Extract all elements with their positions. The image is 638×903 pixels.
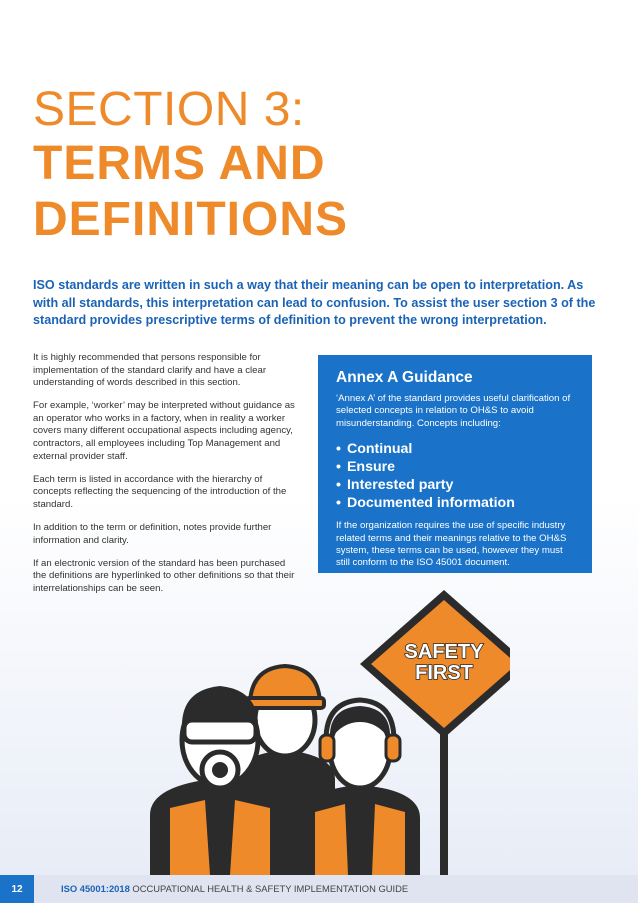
- section-title: [33, 84, 348, 248]
- annex-bullet-list: [336, 440, 574, 512]
- page-number: 12: [0, 875, 34, 903]
- annex-bullet: • Interested party: [336, 476, 574, 494]
- footer-doc-code: ISO 45001:2018: [61, 883, 130, 894]
- body-text-column: [33, 352, 298, 606]
- annex-bullet: • Documented information: [336, 494, 574, 512]
- annex-guidance-box: [318, 355, 592, 573]
- title-line-2: DEFINITIONS: [33, 193, 349, 246]
- footer-document-title: [61, 883, 408, 894]
- body-paragraph-1: It is highly recommended that persons responsible for implementation of the standard clarify and have a clear understanding of words described in this section.: [33, 352, 267, 389]
- body-paragraph-2: For example, ‘worker’ may be interpreted without guidance as an operator who works in a factory, when in reality a worker covers many different occupational aspects including agency, contractors, all employees including Top Management and external provider staff.: [33, 400, 295, 462]
- sign-line-2: FIRST: [415, 662, 473, 684]
- annex-outro: If the organization requires the use of specific industry related terms and their meanings relative to the OH&S system, these terms can be used, however they must still conform to the ISO 45001 document.: [336, 520, 567, 569]
- sign-post: [440, 720, 448, 875]
- safety-workers-illustration: [150, 590, 510, 875]
- intro-paragraph: ISO standards are written in such a way that their meaning can be open to interpretation. As with all standards, this interpretation can lead to confusion. To assist the user section 3 of the standard provides prescriptive terms of definition to prevent the wrong interpretation.: [33, 278, 596, 327]
- annex-intro: ‘Annex A’ of the standard provides useful clarification of selected concepts in relation to OH&S to avoid misunderstanding. Concepts including:: [336, 393, 571, 429]
- annex-bullet: • Continual: [336, 440, 574, 458]
- body-paragraph-3: Each term is listed in accordance with the hierarchy of concepts reflecting the sequencing of the introduction of the standard.: [33, 473, 287, 510]
- section-label: SECTION 3:: [33, 83, 305, 136]
- footer-doc-name: OCCUPATIONAL HEALTH & SAFETY IMPLEMENTATION GUIDE: [129, 883, 409, 894]
- page-footer: [0, 875, 638, 903]
- sign-line-1: SAFETY: [404, 641, 484, 663]
- annex-title: Annex A Guidance: [336, 369, 473, 386]
- annex-bullet: • Ensure: [336, 458, 574, 476]
- body-paragraph-4: In addition to the term or definition, notes provide further information and clarity.: [33, 522, 272, 546]
- title-line-1: TERMS AND: [33, 137, 326, 190]
- body-paragraph-5: If an electronic version of the standard has been purchased the definitions are hyperlinked to other definitions so that their interrelationships can be seen.: [33, 557, 295, 594]
